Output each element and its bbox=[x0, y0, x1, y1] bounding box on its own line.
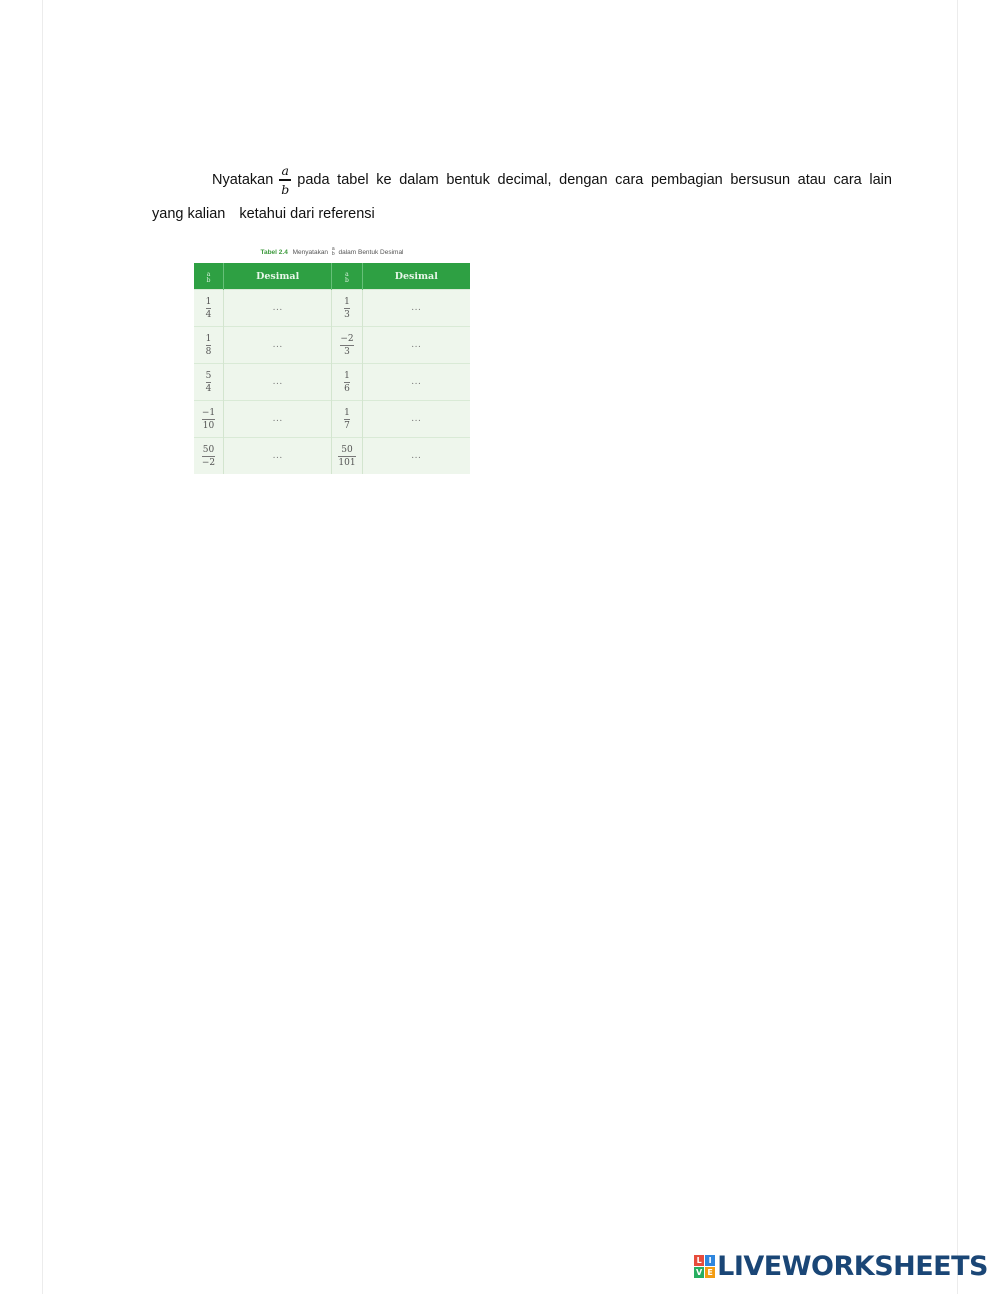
decimal-placeholder: ... bbox=[272, 451, 283, 461]
instruction-line-1 bbox=[152, 158, 892, 202]
decimal-placeholder: ... bbox=[411, 414, 422, 424]
table-caption-before: Menyatakan bbox=[292, 249, 329, 256]
table-caption-fraction bbox=[332, 247, 335, 257]
fraction-numerator: 1 bbox=[205, 333, 212, 344]
instruction-word: ke bbox=[376, 172, 392, 188]
fraction-cell bbox=[332, 401, 362, 438]
decimal-answer-cell[interactable] bbox=[223, 364, 331, 401]
decimal-answer-cell[interactable] bbox=[223, 438, 331, 475]
logo-letter-tile: V bbox=[696, 1268, 703, 1277]
instruction-word: pada bbox=[297, 172, 330, 188]
decimal-answer-cell[interactable] bbox=[223, 290, 331, 327]
table-header-row bbox=[194, 263, 470, 290]
fraction-numerator: 50 bbox=[341, 444, 353, 455]
table-row bbox=[194, 401, 470, 438]
fraction-denominator: 3 bbox=[344, 309, 350, 320]
fraction-denominator: 4 bbox=[205, 309, 212, 320]
logo-letter-tile: I bbox=[705, 1255, 715, 1266]
fraction-numerator: 1 bbox=[344, 407, 350, 418]
table-row bbox=[194, 290, 470, 327]
decimal-placeholder: ... bbox=[411, 377, 422, 387]
instruction-line-2-start: yang kalian bbox=[152, 206, 226, 222]
fraction-numerator: −2 bbox=[340, 333, 354, 344]
instruction-word: bersusun bbox=[730, 172, 791, 188]
decimal-answer-cell[interactable] bbox=[223, 401, 331, 438]
instruction-word: atau bbox=[797, 172, 826, 188]
fraction-cell bbox=[194, 290, 223, 327]
decimal-placeholder: ... bbox=[272, 340, 283, 350]
table-caption bbox=[194, 243, 470, 263]
fraction-denominator: 4 bbox=[205, 383, 212, 394]
logo-letter-tile: E bbox=[705, 1267, 715, 1278]
decimal-answer-cell[interactable] bbox=[362, 438, 470, 475]
decimal-answer-cell[interactable] bbox=[362, 327, 470, 364]
fraction-cell bbox=[332, 364, 362, 401]
decimal-answer-cell[interactable] bbox=[362, 290, 470, 327]
table-row bbox=[194, 438, 470, 475]
fraction-cell bbox=[332, 438, 362, 475]
instruction-line-2-end: ketahui dari referensi bbox=[239, 206, 375, 222]
fraction-denominator: 8 bbox=[205, 346, 212, 357]
fraction-cell bbox=[194, 438, 223, 475]
instruction-line-1-words bbox=[297, 170, 892, 190]
decimal-answer-cell[interactable] bbox=[362, 364, 470, 401]
fraction-numerator: 50 bbox=[202, 444, 215, 455]
liveworksheets-logo-icon bbox=[694, 1255, 715, 1278]
fraction-cell bbox=[332, 327, 362, 364]
instruction-text bbox=[152, 158, 892, 224]
fraction-denominator: b bbox=[281, 181, 290, 197]
instruction-word: cara bbox=[615, 172, 644, 188]
fraction-cell bbox=[332, 290, 362, 327]
header-decimal-right: Desimal bbox=[362, 263, 470, 290]
fraction-denominator: 10 bbox=[202, 420, 215, 431]
fraction-numerator: −1 bbox=[201, 407, 216, 418]
fraction-a-over-b bbox=[279, 164, 291, 196]
table-row bbox=[194, 364, 470, 401]
decimal-placeholder: ... bbox=[411, 340, 422, 350]
decimal-placeholder: ... bbox=[411, 303, 422, 313]
decimal-placeholder: ... bbox=[272, 414, 283, 424]
fraction-denominator: 3 bbox=[344, 346, 350, 357]
instruction-word: dengan bbox=[559, 172, 608, 188]
instruction-word: decimal, bbox=[497, 172, 552, 188]
instruction-word: pembagian bbox=[650, 172, 723, 188]
fraction-numerator: 5 bbox=[205, 370, 212, 381]
liveworksheets-wordmark: LIVEWORKSHEETS bbox=[717, 1251, 988, 1282]
decimal-answer-cell[interactable] bbox=[223, 327, 331, 364]
fraction-numerator: 1 bbox=[344, 296, 350, 307]
header-fraction-left: a b bbox=[194, 263, 223, 290]
table-figure bbox=[194, 243, 470, 474]
page-right-edge bbox=[957, 0, 958, 1294]
fraction-cell bbox=[194, 401, 223, 438]
liveworksheets-logo[interactable] bbox=[694, 1251, 988, 1282]
fraction-denominator: 101 bbox=[338, 457, 356, 468]
fraction-cell bbox=[194, 327, 223, 364]
fraction-cell bbox=[194, 364, 223, 401]
instruction-word: cara bbox=[833, 172, 862, 188]
caption-frac-den: b bbox=[331, 251, 335, 258]
logo-letter-tile: L bbox=[694, 1255, 704, 1266]
instruction-word: lain bbox=[869, 172, 892, 188]
fraction-denominator: 7 bbox=[344, 420, 350, 431]
fraction-numerator: 1 bbox=[205, 296, 212, 307]
fraction-bar bbox=[279, 179, 291, 181]
instruction-line-2 bbox=[152, 204, 892, 224]
table-row bbox=[194, 327, 470, 364]
decimal-conversion-table bbox=[194, 263, 470, 474]
fraction-denominator: 6 bbox=[344, 383, 350, 394]
instruction-word: dalam bbox=[399, 172, 439, 188]
fraction-denominator: −2 bbox=[201, 457, 216, 468]
table-caption-after: dalam Bentuk Desimal bbox=[338, 249, 404, 256]
header-decimal-left: Desimal bbox=[223, 263, 331, 290]
instruction-word: bentuk bbox=[446, 172, 490, 188]
fraction-numerator: 1 bbox=[344, 370, 350, 381]
decimal-placeholder: ... bbox=[411, 451, 422, 461]
header-fraction-right: a b bbox=[332, 263, 362, 290]
decimal-placeholder: ... bbox=[272, 377, 283, 387]
decimal-answer-cell[interactable] bbox=[362, 401, 470, 438]
instruction-word: tabel bbox=[337, 172, 369, 188]
table-caption-label: Tabel 2.4 bbox=[260, 249, 288, 256]
fraction-numerator: a bbox=[281, 163, 289, 179]
caption-frac-num: a bbox=[331, 246, 335, 253]
decimal-placeholder: ... bbox=[272, 303, 283, 313]
page-left-edge bbox=[42, 0, 43, 1294]
instruction-word-nyatakan: Nyatakan bbox=[212, 172, 274, 188]
